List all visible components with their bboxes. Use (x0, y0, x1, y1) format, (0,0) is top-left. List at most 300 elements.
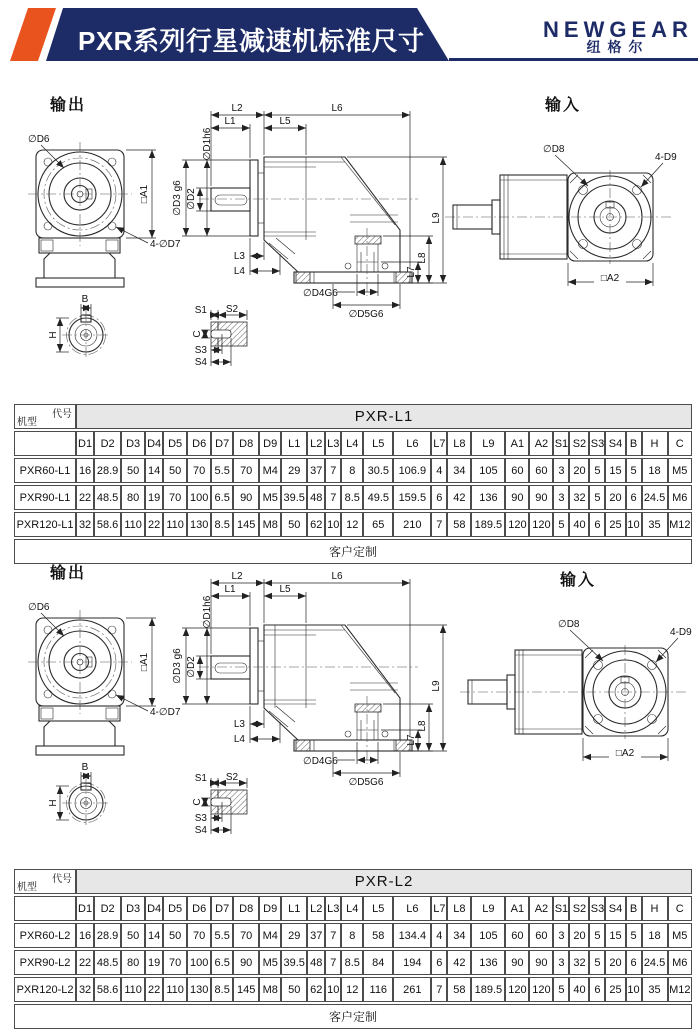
b-label: B (81, 294, 89, 305)
column-header-cell: D4 (145, 431, 163, 456)
column-header-cell: D3 (121, 896, 145, 921)
l2-label: L2 (231, 103, 243, 114)
hat (355, 704, 381, 712)
column-header-cell: L5 (363, 431, 393, 456)
value-cell: 32 (569, 485, 589, 510)
column-header-cell: D1 (76, 431, 94, 456)
table-row (14, 950, 692, 975)
value-cell: 60 (529, 458, 553, 483)
column-header-cell: S2 (569, 431, 589, 456)
value-cell: 80 (121, 950, 145, 975)
d9_holes-label: 4-D9 (670, 627, 692, 638)
value-cell: 130 (187, 512, 211, 537)
l5-label: L5 (279, 116, 291, 127)
value-cell: 80 (121, 485, 145, 510)
column-header-cell: D7 (211, 431, 233, 456)
d9_holes-label: 4-D9 (655, 152, 677, 163)
column-header-cell: B (626, 896, 642, 921)
value-cell: 7 (325, 485, 341, 510)
column-header-cell: D2 (94, 431, 121, 456)
l2-label: L2 (231, 571, 243, 582)
s2-label: S2 (225, 304, 239, 315)
value-cell: 32 (76, 977, 94, 1002)
value-cell: 136 (471, 485, 505, 510)
value-cell: 60 (505, 458, 529, 483)
value-cell: 34 (447, 458, 471, 483)
dim (116, 227, 148, 243)
value-cell: 189.5 (471, 512, 505, 537)
value-cell: 58.6 (94, 512, 121, 537)
dim (641, 163, 663, 187)
value-cell: 25 (605, 977, 625, 1002)
technical-drawing-l1 (0, 88, 700, 400)
h-label: H (48, 799, 59, 807)
value-cell: 10 (626, 512, 642, 537)
slot (211, 798, 231, 806)
model-cell: PXR90-L2 (14, 950, 76, 975)
column-header-cell: A2 (529, 431, 553, 456)
s4-label: S4 (194, 357, 207, 368)
value-cell: 6 (431, 485, 447, 510)
value-cell: 100 (187, 485, 211, 510)
value-cell: 70 (233, 458, 259, 483)
l9-label: L9 (431, 680, 442, 692)
d (41, 708, 53, 719)
column-header-cell: D9 (259, 896, 281, 921)
d (215, 663, 247, 673)
column-header-cell: L9 (471, 896, 505, 921)
table-header-row (14, 404, 692, 429)
value-cell: 5 (553, 977, 569, 1002)
column-header-cell: A1 (505, 431, 529, 456)
l4-label: L4 (233, 734, 245, 745)
d (108, 626, 116, 634)
d (585, 650, 593, 658)
a2-label: □A2 (600, 273, 620, 284)
hat (296, 272, 310, 283)
value-cell: 90 (505, 485, 529, 510)
value-cell: 70 (233, 923, 259, 948)
column-header-cell: L1 (281, 431, 307, 456)
input-view (445, 95, 677, 286)
d (106, 708, 118, 719)
column-header-cell: A1 (505, 896, 529, 921)
column-header-cell: D3 (121, 431, 145, 456)
dim (656, 638, 678, 662)
column-header-cell: D8 (233, 431, 259, 456)
value-cell: 32 (569, 950, 589, 975)
column-header-cell: L3 (325, 431, 341, 456)
d (106, 240, 118, 251)
value-cell: 15 (605, 458, 625, 483)
l5-label: L5 (279, 584, 291, 595)
value-cell: 105 (471, 458, 505, 483)
value-cell: 5 (589, 485, 605, 510)
d (382, 731, 388, 737)
value-cell: 22 (145, 977, 163, 1002)
d (570, 175, 578, 183)
value-cell: 60 (505, 923, 529, 948)
d6-label: ∅D6 (28, 134, 50, 145)
value-cell: 65 (363, 512, 393, 537)
o (211, 656, 250, 679)
value-cell: 6.5 (211, 950, 233, 975)
page-header (0, 0, 700, 66)
value-cell: 22 (145, 512, 163, 537)
value-cell: 12 (341, 512, 363, 537)
value-cell: 130 (187, 977, 211, 1002)
l8-label: L8 (417, 720, 428, 732)
value-cell: M8 (259, 977, 281, 1002)
value-cell: 3 (553, 923, 569, 948)
d (658, 650, 666, 658)
value-cell: 58 (447, 977, 471, 1002)
s3-label: S3 (194, 813, 207, 824)
d (658, 726, 666, 734)
slot (211, 330, 231, 338)
d (585, 726, 593, 734)
value-cell: 50 (163, 458, 187, 483)
column-header-cell: L5 (363, 896, 393, 921)
o (36, 278, 124, 287)
value-cell: 39.5 (281, 950, 307, 975)
value-cell: 39.5 (281, 485, 307, 510)
d (643, 175, 651, 183)
value-cell: 159.5 (393, 485, 431, 510)
table-corner-cell (14, 404, 76, 429)
value-cell: 145 (233, 512, 259, 537)
column-header-cell: H (642, 896, 668, 921)
value-cell: 18 (642, 458, 668, 483)
value-cell: 8.5 (211, 512, 233, 537)
series-title-cell: PXR-L2 (76, 869, 692, 894)
c-label: C (192, 330, 203, 338)
d (41, 240, 53, 251)
value-cell: 8.5 (341, 950, 363, 975)
value-cell: 70 (163, 485, 187, 510)
d (44, 690, 52, 698)
value-cell: 16 (76, 923, 94, 948)
value-cell: 40 (569, 977, 589, 1002)
value-cell: 7 (325, 923, 341, 948)
table-corner-cell (14, 869, 76, 894)
value-cell: 5 (589, 923, 605, 948)
a1-label: □A1 (139, 184, 150, 204)
value-cell: M5 (259, 950, 281, 975)
value-cell: 5.5 (211, 458, 233, 483)
value-cell: 32 (76, 512, 94, 537)
value-cell: 62 (307, 977, 325, 1002)
value-cell: M4 (259, 923, 281, 948)
column-header-cell: L9 (471, 431, 505, 456)
value-cell: 110 (121, 977, 145, 1002)
column-header-cell: S1 (553, 431, 569, 456)
o (211, 188, 250, 211)
column-header-cell: D2 (94, 896, 121, 921)
value-cell: M6 (668, 950, 692, 975)
d8-label: ∅D8 (543, 144, 565, 155)
value-cell: 12 (341, 977, 363, 1002)
l3-label: L3 (233, 719, 245, 730)
b-label: B (81, 762, 89, 773)
page-title: PXR系列行星减速机标准尺寸 (78, 26, 425, 56)
value-cell: 10 (626, 977, 642, 1002)
d (570, 251, 578, 259)
value-cell: 5 (626, 923, 642, 948)
value-cell: 14 (145, 458, 163, 483)
column-header-cell: C (668, 896, 692, 921)
value-cell: 6 (626, 950, 642, 975)
column-header-cell: L2 (307, 896, 325, 921)
corner-top-label: 代号 (52, 874, 73, 885)
value-cell: 110 (121, 512, 145, 537)
input-view (460, 570, 692, 761)
value-cell: 90 (233, 485, 259, 510)
value-cell: 50 (281, 512, 307, 537)
d6-label: ∅D6 (28, 602, 50, 613)
value-cell: 105 (471, 923, 505, 948)
l6-label: L6 (331, 571, 343, 582)
d3-label: ∅D3 g6 (172, 648, 183, 684)
value-cell: 3 (553, 950, 569, 975)
value-cell: 29 (281, 923, 307, 948)
d (258, 641, 264, 691)
value-cell: 20 (569, 923, 589, 948)
value-cell: M5 (668, 923, 692, 948)
column-header-cell: L8 (447, 431, 471, 456)
column-header-cell: D7 (211, 896, 233, 921)
footer-cell: 客户定制 (14, 539, 692, 564)
value-cell: 4 (431, 923, 447, 948)
o (36, 746, 124, 755)
value-cell: 40 (569, 512, 589, 537)
value-cell: 24.5 (642, 950, 668, 975)
d2-label: ∅D2 (186, 656, 197, 678)
value-cell: 116 (363, 977, 393, 1002)
value-cell: 20 (569, 458, 589, 483)
column-header-cell: D6 (187, 896, 211, 921)
pxr-l2-table-container (14, 867, 692, 1031)
model-cell: PXR120-L1 (14, 512, 76, 537)
column-header-cell: D1 (76, 896, 94, 921)
d5-label: ∅D5G6 (348, 777, 384, 788)
o (250, 628, 258, 704)
column-header-cell: S2 (569, 896, 589, 921)
d7_holes-label: 4-∅D7 (150, 239, 181, 250)
value-cell: 50 (121, 458, 145, 483)
value-cell: 48.5 (94, 950, 121, 975)
column-header-cell: L6 (393, 431, 431, 456)
column-header-cell: D9 (259, 431, 281, 456)
technical-drawing-l2 (0, 556, 700, 868)
value-cell: 58 (447, 512, 471, 537)
value-cell: 6.5 (211, 485, 233, 510)
value-cell: 60 (529, 923, 553, 948)
value-cell: 14 (145, 923, 163, 948)
d1-label: ∅D1h6 (202, 595, 213, 629)
value-cell: 20 (605, 950, 625, 975)
value-cell: 24.5 (642, 485, 668, 510)
value-cell: 8.5 (211, 977, 233, 1002)
value-cell: 35 (642, 977, 668, 1002)
value-cell: 7 (325, 458, 341, 483)
value-cell: 70 (187, 923, 211, 948)
s4-label: S4 (194, 825, 207, 836)
column-header-cell: A2 (529, 896, 553, 921)
d7_holes-label: 4-∅D7 (150, 707, 181, 718)
o (264, 157, 400, 272)
d3-label: ∅D3 g6 (172, 180, 183, 216)
column-header-cell: D6 (187, 431, 211, 456)
value-cell: 10 (325, 512, 341, 537)
column-header-cell: S3 (589, 896, 605, 921)
value-cell: 30.5 (363, 458, 393, 483)
table-row (14, 923, 692, 948)
value-cell: 48 (307, 950, 325, 975)
value-cell: 3 (553, 485, 569, 510)
column-header-cell: L4 (341, 896, 363, 921)
d5-label: ∅D5G6 (348, 309, 384, 320)
column-header-cell: D8 (233, 896, 259, 921)
o (44, 721, 115, 746)
d8-label: ∅D8 (558, 619, 580, 630)
table-header-row (14, 869, 692, 894)
table-row (14, 485, 692, 510)
column-header-cell: L1 (281, 896, 307, 921)
value-cell: 6 (431, 950, 447, 975)
blank-cell (14, 896, 76, 921)
corner-bottom-label: 机型 (17, 882, 37, 893)
d (108, 158, 116, 166)
value-cell: 28.9 (94, 458, 121, 483)
value-cell: 22 (76, 485, 94, 510)
value-cell: 19 (145, 485, 163, 510)
corner-bottom-label: 机型 (17, 417, 37, 428)
column-header-cell: L4 (341, 431, 363, 456)
value-cell: 50 (163, 923, 187, 948)
value-cell: 189.5 (471, 977, 505, 1002)
value-cell: 50 (121, 923, 145, 948)
value-cell: 37 (307, 458, 325, 483)
value-cell: 120 (505, 977, 529, 1002)
value-cell: 6 (589, 512, 605, 537)
value-cell: 120 (529, 512, 553, 537)
value-cell: 49.5 (363, 485, 393, 510)
l8-label: L8 (417, 252, 428, 264)
value-cell: 8 (341, 458, 363, 483)
c-label: C (192, 798, 203, 806)
value-cell: 134.4 (393, 923, 431, 948)
value-cell: 20 (605, 485, 625, 510)
value-cell: 16 (76, 458, 94, 483)
column-header-cell: D4 (145, 896, 163, 921)
column-header-cell: C (668, 431, 692, 456)
output-label: 输出 (50, 565, 87, 582)
l7-label: L7 (406, 266, 417, 278)
column-header-cell: L8 (447, 896, 471, 921)
value-cell: 5.5 (211, 923, 233, 948)
value-cell: 48.5 (94, 485, 121, 510)
value-cell: 8.5 (341, 485, 363, 510)
value-cell: 7 (431, 512, 447, 537)
o (250, 160, 258, 236)
value-cell: 48 (307, 485, 325, 510)
column-header-cell: L2 (307, 431, 325, 456)
value-cell: 90 (529, 950, 553, 975)
value-cell: 5 (589, 950, 605, 975)
footer-cell: 客户定制 (14, 1004, 692, 1029)
d (108, 222, 116, 230)
value-cell: 7 (325, 950, 341, 975)
value-cell: 22 (76, 950, 94, 975)
drawing-root (28, 563, 692, 836)
drawing-root (28, 95, 677, 368)
column-header-cell: S4 (605, 431, 625, 456)
s1-label: S1 (194, 773, 207, 784)
value-cell: 25 (605, 512, 625, 537)
d (345, 731, 351, 737)
series-title-cell: PXR-L1 (76, 404, 692, 429)
brand-name: NEWGEAR (543, 17, 693, 42)
value-cell: 120 (529, 977, 553, 1002)
d (44, 222, 52, 230)
s3-label: S3 (194, 345, 207, 356)
corner-top-label: 代号 (52, 409, 73, 420)
column-header-cell: L3 (325, 896, 341, 921)
hat (296, 740, 310, 751)
value-cell: 90 (233, 950, 259, 975)
value-cell: 90 (529, 485, 553, 510)
s1-label: S1 (194, 305, 207, 316)
value-cell: 145 (233, 977, 259, 1002)
value-cell: 110 (163, 977, 187, 1002)
value-cell: M5 (668, 458, 692, 483)
value-cell: 19 (145, 950, 163, 975)
model-cell: PXR60-L1 (14, 458, 76, 483)
o (44, 253, 115, 278)
value-cell: M6 (668, 485, 692, 510)
value-cell: 58 (363, 923, 393, 948)
value-cell: 42 (447, 950, 471, 975)
value-cell: 110 (163, 512, 187, 537)
value-cell: M12 (668, 512, 692, 537)
pxr-l1-table-container (14, 402, 692, 566)
column-header-cell: L6 (393, 896, 431, 921)
value-cell: 106.9 (393, 458, 431, 483)
dim (116, 695, 148, 711)
value-cell: 84 (363, 950, 393, 975)
o (264, 625, 400, 740)
d (382, 263, 388, 269)
d (44, 626, 52, 634)
table-row (14, 977, 692, 1002)
d (643, 251, 651, 259)
column-header-cell: L7 (431, 431, 447, 456)
value-cell: 194 (393, 950, 431, 975)
column-header-cell: H (642, 431, 668, 456)
value-cell: 35 (642, 512, 668, 537)
column-header-row (14, 431, 692, 456)
value-cell: 7 (431, 977, 447, 1002)
value-cell: 3 (553, 458, 569, 483)
value-cell: 100 (187, 950, 211, 975)
l1-label: L1 (224, 116, 236, 127)
d4-label: ∅D4G6 (303, 288, 338, 299)
value-cell: 42 (447, 485, 471, 510)
l4-label: L4 (233, 266, 245, 277)
blank-cell (14, 431, 76, 456)
value-cell: 70 (187, 458, 211, 483)
